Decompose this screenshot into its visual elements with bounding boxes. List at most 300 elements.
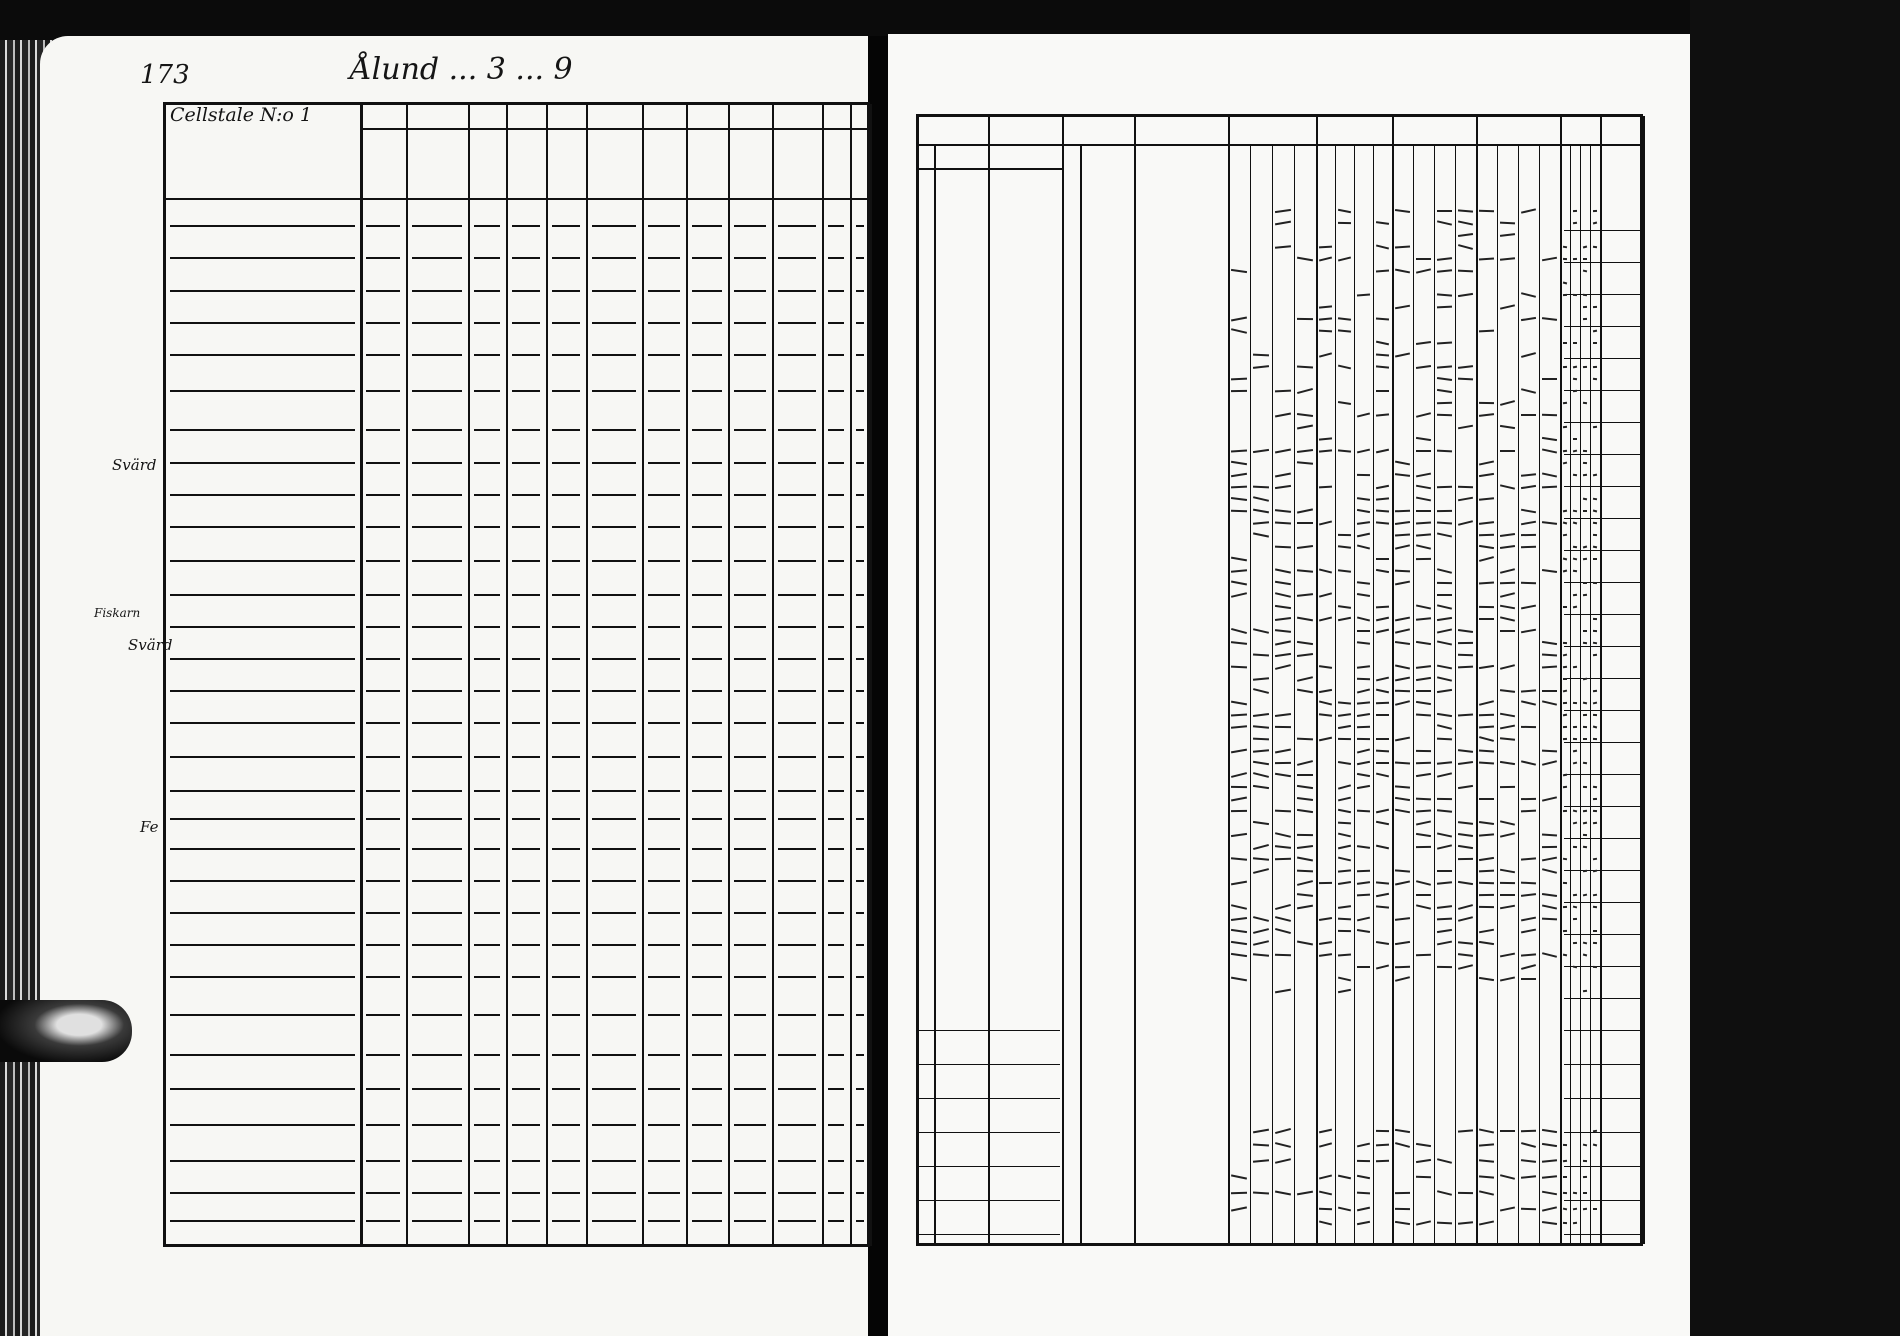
cell-rule bbox=[592, 690, 636, 692]
column-subheader bbox=[753, 132, 769, 196]
name-rule bbox=[170, 1124, 355, 1126]
column-rule bbox=[686, 104, 688, 1246]
cell-rule bbox=[734, 944, 766, 946]
cell-rule bbox=[552, 790, 580, 792]
cell-rule bbox=[648, 354, 680, 356]
ink-stroke bbox=[1583, 306, 1587, 308]
column-subheader bbox=[548, 132, 564, 196]
year-subcolumn-rule bbox=[1570, 146, 1571, 1244]
cell-rule bbox=[592, 462, 636, 464]
row-rule bbox=[1564, 646, 1642, 647]
row-rule bbox=[1564, 838, 1642, 839]
cell-rule bbox=[366, 1054, 400, 1056]
cell-rule bbox=[692, 1014, 722, 1016]
cell-rule bbox=[692, 429, 722, 431]
cell-rule bbox=[592, 880, 636, 882]
cell-rule bbox=[512, 976, 540, 978]
cell-rule bbox=[828, 756, 844, 758]
cell-rule bbox=[592, 1192, 636, 1194]
column-rule bbox=[586, 104, 588, 1246]
cell-rule bbox=[592, 494, 636, 496]
name-rule bbox=[170, 818, 355, 820]
ink-stroke bbox=[1376, 558, 1389, 560]
ink-stroke bbox=[1479, 618, 1494, 620]
column-rule bbox=[772, 104, 774, 1246]
column-subheader bbox=[852, 132, 868, 196]
ink-stroke bbox=[1521, 414, 1536, 416]
column-subheader bbox=[568, 132, 584, 196]
column-subheader bbox=[625, 132, 641, 196]
cell-rule bbox=[552, 1160, 580, 1162]
cell-rule bbox=[828, 462, 844, 464]
cell-rule bbox=[366, 790, 400, 792]
cell-rule bbox=[366, 1192, 400, 1194]
column-subheader bbox=[450, 132, 466, 196]
cell-rule bbox=[512, 1160, 540, 1162]
cell-rule bbox=[778, 1088, 816, 1090]
cell-rule bbox=[692, 322, 722, 324]
cell-rule bbox=[366, 818, 400, 820]
cell-rule bbox=[828, 1014, 844, 1016]
cell-rule bbox=[366, 526, 400, 528]
ink-stroke bbox=[1357, 474, 1370, 476]
year-subcolumn-rule bbox=[1518, 146, 1519, 1244]
ink-stroke bbox=[1573, 546, 1577, 549]
cell-rule bbox=[692, 594, 722, 596]
cell-rule bbox=[366, 1124, 400, 1126]
cell-rule bbox=[692, 944, 722, 946]
ink-stroke bbox=[1583, 462, 1587, 464]
cell-rule bbox=[552, 912, 580, 914]
name-rule bbox=[170, 494, 355, 496]
ink-stroke bbox=[1583, 846, 1587, 849]
cell-rule bbox=[592, 1124, 636, 1126]
cell-rule bbox=[512, 1088, 540, 1090]
cell-rule bbox=[366, 976, 400, 978]
cell-rule bbox=[474, 257, 500, 259]
ink-stroke bbox=[1583, 402, 1587, 404]
ink-stroke bbox=[1593, 1208, 1597, 1210]
ink-stroke bbox=[1593, 366, 1597, 368]
ink-stroke bbox=[1542, 846, 1557, 848]
household-heading: Cellstale N:o 1 bbox=[170, 104, 312, 126]
cell-rule bbox=[474, 880, 500, 882]
ink-stroke bbox=[1437, 594, 1452, 596]
column-rule bbox=[406, 104, 408, 1246]
cell-rule bbox=[648, 848, 680, 850]
cell-rule bbox=[828, 658, 844, 660]
cell-rule bbox=[856, 354, 864, 356]
cell-rule bbox=[856, 594, 864, 596]
ink-stroke bbox=[1500, 630, 1515, 632]
cell-rule bbox=[648, 526, 680, 528]
column-subheader bbox=[364, 132, 380, 196]
cell-rule bbox=[474, 462, 500, 464]
ink-stroke bbox=[1357, 678, 1370, 680]
cell-rule bbox=[474, 1192, 500, 1194]
cell-rule bbox=[512, 1220, 540, 1222]
name-rule bbox=[170, 1220, 355, 1222]
cell-rule bbox=[778, 560, 816, 562]
name-rule bbox=[170, 880, 355, 882]
name-rule bbox=[170, 976, 355, 978]
ink-stroke bbox=[1573, 294, 1577, 296]
cell-rule bbox=[692, 756, 722, 758]
column-rule bbox=[468, 104, 470, 1246]
ink-stroke bbox=[1583, 726, 1587, 728]
ink-stroke bbox=[1437, 582, 1452, 584]
ink-stroke bbox=[1416, 450, 1431, 452]
row-rule bbox=[1564, 262, 1642, 263]
cell-rule bbox=[734, 690, 766, 692]
cell-rule bbox=[366, 1220, 400, 1222]
cell-rule bbox=[778, 1220, 816, 1222]
ink-stroke bbox=[1583, 582, 1587, 584]
header-rule bbox=[916, 168, 1062, 170]
column-subheader bbox=[689, 132, 705, 196]
ink-stroke bbox=[1573, 726, 1577, 728]
margin-note: Svärd bbox=[128, 636, 173, 654]
cell-rule bbox=[692, 912, 722, 914]
ink-stroke bbox=[1583, 474, 1587, 476]
column-subheader bbox=[508, 132, 524, 196]
ink-stroke bbox=[1563, 1192, 1567, 1194]
cell-rule bbox=[512, 1054, 540, 1056]
cell-rule bbox=[778, 690, 816, 692]
ink-stroke bbox=[1437, 966, 1452, 968]
ink-stroke bbox=[1573, 210, 1577, 212]
cell-rule bbox=[412, 658, 462, 660]
page-number: 173 bbox=[140, 60, 190, 90]
cell-rule bbox=[828, 690, 844, 692]
cell-rule bbox=[366, 322, 400, 324]
cell-rule bbox=[412, 354, 462, 356]
ink-stroke bbox=[1573, 378, 1577, 381]
column-rule bbox=[1560, 116, 1562, 1244]
ink-stroke bbox=[1357, 1160, 1370, 1162]
cell-rule bbox=[412, 225, 462, 227]
cell-rule bbox=[474, 1220, 500, 1222]
cell-rule bbox=[512, 818, 540, 820]
ink-stroke bbox=[1500, 882, 1515, 884]
row-rule bbox=[1564, 678, 1642, 679]
cell-rule bbox=[828, 1124, 844, 1126]
cell-rule bbox=[512, 390, 540, 392]
name-rule bbox=[170, 1192, 355, 1194]
cell-rule bbox=[366, 722, 400, 724]
cell-rule bbox=[778, 1160, 816, 1162]
ink-stroke bbox=[1573, 1192, 1577, 1194]
cell-rule bbox=[474, 1088, 500, 1090]
row-rule bbox=[918, 1234, 1060, 1235]
ink-stroke bbox=[1583, 1160, 1587, 1162]
ink-stroke bbox=[1521, 726, 1536, 728]
ink-stroke bbox=[1297, 834, 1313, 836]
ink-stroke bbox=[1458, 858, 1473, 860]
ink-stroke bbox=[1563, 1176, 1567, 1178]
cell-rule bbox=[512, 494, 540, 496]
row-rule bbox=[1564, 230, 1642, 231]
cell-rule bbox=[512, 790, 540, 792]
cell-rule bbox=[592, 912, 636, 914]
column-subheader bbox=[587, 132, 603, 196]
cell-rule bbox=[412, 1088, 462, 1090]
margin-note: Svärd bbox=[112, 456, 157, 474]
cell-rule bbox=[856, 526, 864, 528]
column-subheader bbox=[387, 132, 403, 196]
cell-rule bbox=[856, 1088, 864, 1090]
ink-stroke bbox=[1416, 558, 1431, 560]
cell-rule bbox=[512, 1192, 540, 1194]
column-rule bbox=[1476, 116, 1478, 1244]
ink-stroke bbox=[1573, 846, 1577, 848]
cell-rule bbox=[552, 322, 580, 324]
cell-rule bbox=[856, 1192, 864, 1194]
cell-rule bbox=[552, 225, 580, 227]
ink-stroke bbox=[1583, 318, 1587, 320]
cell-rule bbox=[366, 390, 400, 392]
cell-rule bbox=[778, 594, 816, 596]
row-rule bbox=[918, 1200, 1060, 1201]
ink-stroke bbox=[1479, 894, 1494, 896]
cell-rule bbox=[512, 1124, 540, 1126]
cell-rule bbox=[828, 225, 844, 227]
ink-stroke bbox=[1479, 606, 1494, 608]
ink-stroke bbox=[1593, 654, 1597, 656]
cell-rule bbox=[474, 290, 500, 292]
ink-stroke bbox=[1357, 738, 1370, 740]
ink-stroke bbox=[1573, 1222, 1577, 1224]
ink-stroke bbox=[1563, 930, 1567, 932]
cell-rule bbox=[474, 225, 500, 227]
cell-rule bbox=[692, 290, 722, 292]
cell-rule bbox=[778, 818, 816, 820]
ink-stroke bbox=[1593, 738, 1597, 740]
cell-rule bbox=[856, 1220, 864, 1222]
row-rule bbox=[918, 1030, 1060, 1031]
column-rule bbox=[1316, 116, 1318, 1244]
cell-rule bbox=[734, 322, 766, 324]
column-rule bbox=[988, 116, 990, 1244]
name-rule bbox=[170, 1054, 355, 1056]
cell-rule bbox=[734, 560, 766, 562]
cell-rule bbox=[592, 658, 636, 660]
row-rule bbox=[1564, 806, 1642, 807]
row-rule bbox=[1564, 1234, 1642, 1235]
ink-stroke bbox=[1563, 606, 1567, 608]
ink-stroke bbox=[1593, 246, 1597, 248]
cell-rule bbox=[734, 526, 766, 528]
cell-rule bbox=[592, 1054, 636, 1056]
cell-rule bbox=[552, 1220, 580, 1222]
cell-rule bbox=[512, 658, 540, 660]
cell-rule bbox=[856, 756, 864, 758]
cell-rule bbox=[648, 912, 680, 914]
cell-rule bbox=[828, 390, 844, 392]
cell-rule bbox=[592, 944, 636, 946]
cell-rule bbox=[474, 658, 500, 660]
cell-rule bbox=[552, 1088, 580, 1090]
year-subcolumn-rule bbox=[1294, 146, 1295, 1244]
cell-rule bbox=[474, 976, 500, 978]
ink-stroke bbox=[1416, 750, 1431, 752]
cell-rule bbox=[412, 1160, 462, 1162]
cell-rule bbox=[474, 526, 500, 528]
ink-stroke bbox=[1479, 798, 1494, 800]
cell-rule bbox=[366, 944, 400, 946]
cell-rule bbox=[778, 390, 816, 392]
cell-rule bbox=[734, 257, 766, 259]
cell-rule bbox=[828, 818, 844, 820]
name-rule bbox=[170, 354, 355, 356]
ink-stroke bbox=[1521, 798, 1536, 800]
cell-rule bbox=[856, 722, 864, 724]
ink-stroke bbox=[1563, 882, 1567, 884]
cell-rule bbox=[474, 912, 500, 914]
ink-stroke bbox=[1416, 894, 1431, 896]
cell-rule bbox=[856, 848, 864, 850]
row-rule bbox=[918, 1132, 1060, 1133]
year-subcolumn-rule bbox=[1580, 146, 1581, 1244]
cell-rule bbox=[552, 722, 580, 724]
header-rule bbox=[916, 144, 1643, 146]
cell-rule bbox=[592, 390, 636, 392]
cell-rule bbox=[734, 756, 766, 758]
row-rule bbox=[1564, 1166, 1642, 1167]
cell-rule bbox=[366, 225, 400, 227]
ink-stroke bbox=[1416, 846, 1431, 848]
ink-stroke bbox=[1231, 390, 1247, 392]
ink-stroke bbox=[1275, 726, 1291, 728]
cell-rule bbox=[412, 912, 462, 914]
column-rule bbox=[1080, 146, 1082, 1244]
ink-stroke bbox=[1583, 834, 1587, 836]
cell-rule bbox=[734, 1124, 766, 1126]
row-rule bbox=[1564, 934, 1642, 935]
cell-rule bbox=[366, 756, 400, 758]
cell-rule bbox=[366, 290, 400, 292]
cell-rule bbox=[552, 390, 580, 392]
ink-stroke bbox=[1376, 714, 1389, 716]
ink-stroke bbox=[1563, 810, 1567, 812]
scan-background bbox=[1690, 0, 1900, 1336]
column-subheader bbox=[710, 132, 726, 196]
cell-rule bbox=[692, 257, 722, 259]
cell-rule bbox=[856, 818, 864, 820]
cell-rule bbox=[412, 429, 462, 431]
cell-rule bbox=[856, 257, 864, 259]
cell-rule bbox=[734, 1088, 766, 1090]
cell-rule bbox=[692, 560, 722, 562]
cell-rule bbox=[692, 1192, 722, 1194]
ink-stroke bbox=[1231, 786, 1247, 788]
ink-stroke bbox=[1593, 642, 1597, 645]
name-rule bbox=[170, 790, 355, 792]
ink-stroke bbox=[1521, 534, 1536, 536]
cell-rule bbox=[828, 1192, 844, 1194]
cell-rule bbox=[692, 690, 722, 692]
cell-rule bbox=[512, 722, 540, 724]
ink-stroke bbox=[1583, 294, 1587, 296]
cell-rule bbox=[648, 290, 680, 292]
cell-rule bbox=[512, 848, 540, 850]
column-rule bbox=[546, 104, 548, 1246]
cell-rule bbox=[778, 1192, 816, 1194]
ink-stroke bbox=[1338, 222, 1351, 224]
cell-rule bbox=[856, 390, 864, 392]
ink-stroke bbox=[1231, 810, 1247, 812]
cell-rule bbox=[734, 722, 766, 724]
cell-rule bbox=[552, 690, 580, 692]
ink-stroke bbox=[1593, 942, 1597, 944]
column-subheader bbox=[429, 132, 445, 196]
cell-rule bbox=[366, 1014, 400, 1016]
cell-rule bbox=[692, 494, 722, 496]
ink-stroke bbox=[1458, 1192, 1473, 1194]
ink-stroke bbox=[1437, 210, 1452, 212]
cell-rule bbox=[366, 658, 400, 660]
cell-rule bbox=[856, 976, 864, 978]
cell-rule bbox=[828, 1220, 844, 1222]
cell-rule bbox=[474, 354, 500, 356]
cell-rule bbox=[512, 290, 540, 292]
ink-stroke bbox=[1563, 426, 1567, 428]
cell-rule bbox=[648, 594, 680, 596]
cell-rule bbox=[828, 354, 844, 356]
ink-stroke bbox=[1593, 810, 1597, 812]
ink-stroke bbox=[1376, 762, 1389, 764]
cell-rule bbox=[648, 756, 680, 758]
margin-note: Fiskarn bbox=[94, 606, 141, 620]
cell-rule bbox=[734, 462, 766, 464]
year-subcolumn-rule bbox=[1272, 146, 1273, 1244]
cell-rule bbox=[778, 658, 816, 660]
row-rule bbox=[1564, 1098, 1642, 1099]
ink-stroke bbox=[1593, 378, 1597, 380]
cell-rule bbox=[828, 1054, 844, 1056]
year-subcolumn-rule bbox=[1539, 146, 1540, 1244]
cell-rule bbox=[856, 1160, 864, 1162]
ink-stroke bbox=[1563, 642, 1567, 644]
cell-rule bbox=[778, 225, 816, 227]
ink-stroke bbox=[1275, 762, 1291, 764]
ink-stroke bbox=[1583, 450, 1587, 452]
cell-rule bbox=[366, 1088, 400, 1090]
cell-rule bbox=[592, 290, 636, 292]
ink-stroke bbox=[1297, 774, 1313, 776]
cell-rule bbox=[366, 848, 400, 850]
ink-stroke bbox=[1563, 258, 1567, 260]
cell-rule bbox=[512, 756, 540, 758]
ink-stroke bbox=[1593, 426, 1597, 428]
year-subcolumn-rule bbox=[1250, 146, 1251, 1244]
cell-rule bbox=[778, 322, 816, 324]
cell-rule bbox=[778, 1014, 816, 1016]
cell-rule bbox=[512, 354, 540, 356]
cell-rule bbox=[692, 848, 722, 850]
cell-rule bbox=[828, 626, 844, 628]
cell-rule bbox=[474, 1014, 500, 1016]
cell-rule bbox=[692, 1160, 722, 1162]
ink-stroke bbox=[1583, 786, 1587, 788]
cell-rule bbox=[734, 658, 766, 660]
cell-rule bbox=[474, 594, 500, 596]
cell-rule bbox=[828, 429, 844, 431]
ink-stroke bbox=[1593, 210, 1597, 212]
cell-rule bbox=[778, 848, 816, 850]
row-rule bbox=[1564, 1030, 1642, 1031]
cell-rule bbox=[828, 257, 844, 259]
